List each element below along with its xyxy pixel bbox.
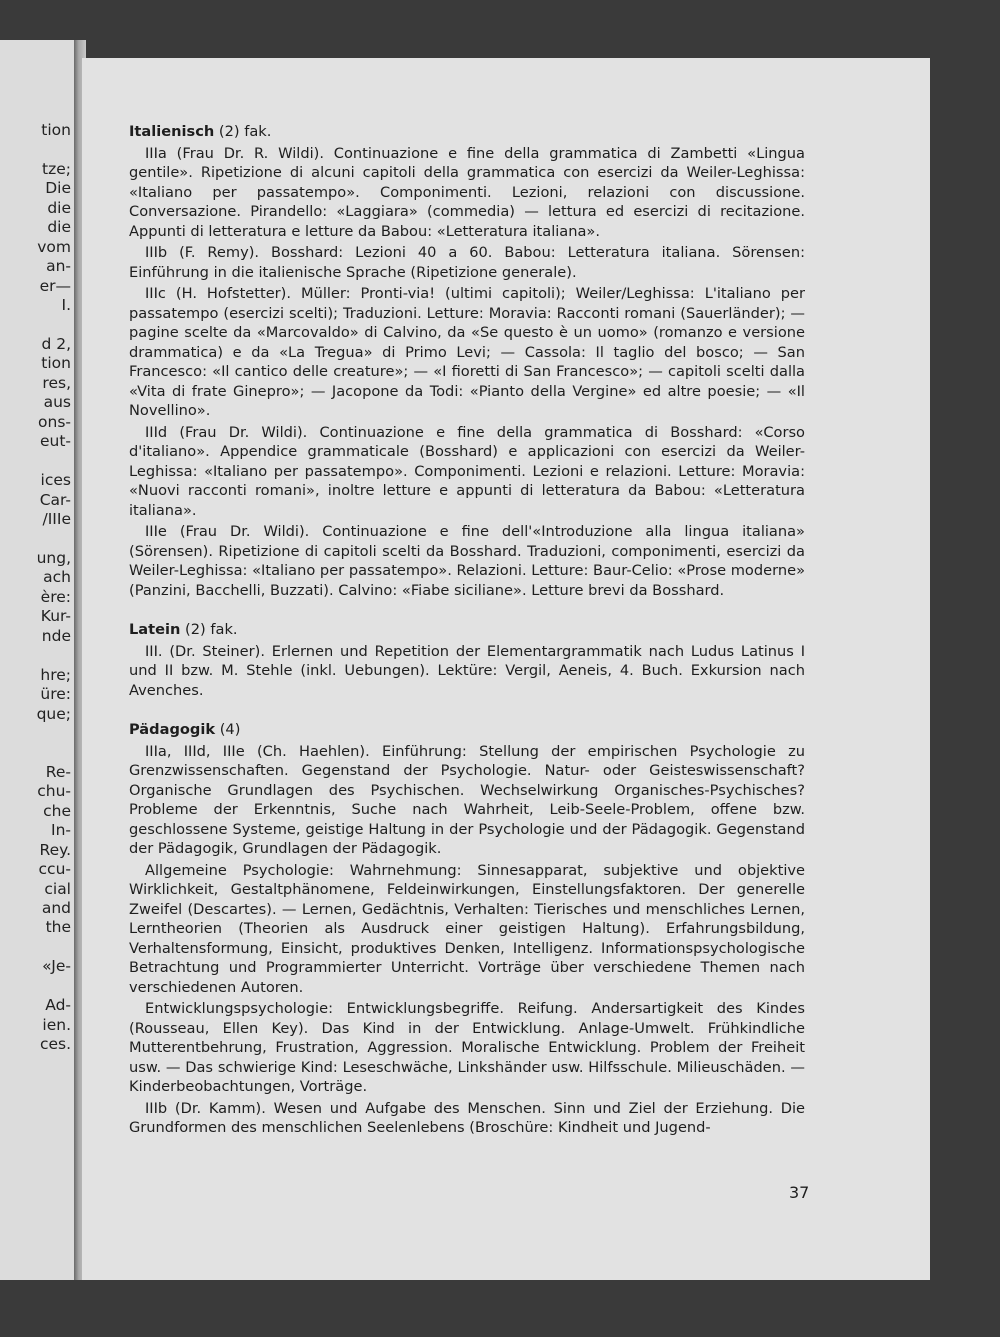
facing-page-text-fragment: d 2, — [41, 334, 71, 353]
facing-page-text-fragment: Re- — [45, 762, 71, 781]
facing-page-text-fragment: que; — [36, 704, 71, 723]
facing-page-text-fragment: Ad- — [45, 996, 71, 1015]
class-description-paragraph: IIIb (F. Remy). Bosshard: Lezioni 40 a 60. Babou: Letteratura italiana. Sörensen: Einführung in die italienische Sprache (Ripetizione generale). — [129, 244, 805, 281]
facing-page-text-fragment: ère: — [40, 587, 71, 606]
facing-page-text-fragment: tion — [41, 354, 71, 373]
facing-page-text-fragment: tze; — [42, 159, 71, 178]
document-page — [82, 58, 930, 1280]
section-hours: (4) — [215, 721, 241, 738]
facing-page-text-fragment: In- — [51, 821, 71, 840]
class-description-paragraph: Entwicklungspsychologie: Entwicklungsbegriffe. Reifung. Andersartigkeit des Kindes (Rousseau, Ellen Key). Das Kind in der Entwicklung. Anlage-Umwelt. Frühkindliche Mutterentbehrung, Frustration, Aggression. Moralische Entwicklung. Problem der Freiheit usw. — Das schwierige Kind: Leseschwäche, Linkshänder usw. Hilfsschule. Milieuschäden. — Kinderbeobachtungen, Vorträge. — [129, 1000, 805, 1095]
facing-page-text-fragment: I. — [61, 296, 71, 315]
facing-page-text-fragment: «Je- — [42, 957, 71, 976]
course-section — [129, 122, 805, 600]
page-content — [129, 122, 805, 1158]
class-description-paragraph: III. (Dr. Steiner). Erlernen und Repetition der Elementargrammatik nach Ludus Latinus I und II bzw. M. Stehle (inkl. Uebungen). Lektüre: Vergil, Aeneis, 4. Buch. Exkursion nach Avenches. — [129, 642, 805, 699]
facing-page-text-fragment: aus — [43, 393, 71, 412]
facing-page-text-fragment: ccu- — [38, 860, 71, 879]
page-number: 37 — [789, 1183, 810, 1202]
facing-page-text-fragment: ices — [40, 471, 71, 490]
facing-page-text-fragment: and — [41, 899, 71, 917]
facing-page-text-fragment: die — [47, 218, 71, 237]
course-section — [129, 720, 805, 1138]
facing-page-text-fragment: /IIIe — [42, 510, 71, 528]
facing-page-text-fragment: Kur- — [40, 607, 71, 626]
facing-page-text-fragment: ach — [43, 568, 71, 587]
section-title: Latein — [129, 621, 181, 638]
facing-page-text-fragment: che — [43, 801, 71, 820]
class-description-paragraph: IIIb (Dr. Kamm). Wesen und Aufgabe des Menschen. Sinn und Ziel der Erziehung. Die Grundformen des menschlichen Seelenlebens (Broschüre: Kindheit und Jugend- — [129, 1099, 805, 1136]
facing-page-text-fragment: ien. — [42, 1015, 71, 1034]
facing-page-text-fragment: vom — [37, 237, 71, 256]
facing-page-text-fragment: Rey. — [39, 840, 71, 859]
class-description-paragraph: Allgemeine Psychologie: Wahrnehmung: Sinnesapparat, subjektive und objektive Wirklichkeit, Gestaltphänomene, Feldeinwirkungen, Einstellungsfaktoren. Der generelle Zweifel (Descartes). — Lernen, Gedächtnis, Verhalten: Tierisches und menschliches Lernen, Lerntheorien (Theorien als Ausdruck einer geistigen Haltung). Erfahrungsbildung, Verhaltensformung, Einsicht, produktives Denken, Intelligenz. Informationspsychologische Betrachtung und Programmierter Unterricht. Vorträge über verschiedene Themen nach verschiedenen Autoren. — [129, 861, 805, 996]
facing-page-text-fragment: res, — [42, 373, 71, 392]
section-title: Italienisch — [129, 123, 215, 140]
facing-page-text-fragment: ung, — [36, 548, 71, 567]
section-hours: (2) fak. — [214, 123, 272, 140]
facing-page-text-fragment: er— — [39, 276, 71, 295]
facing-page-text-fragment: nde — [41, 626, 71, 645]
facing-page-text-fragment: hre; — [40, 665, 71, 684]
facing-page-text-fragment: chu- — [37, 782, 71, 801]
facing-page-text-fragment: eut- — [39, 432, 71, 451]
section-heading — [129, 620, 805, 640]
class-description-paragraph: IIIe (Frau Dr. Wildi). Continuazione e fine dell'«Introduzione alla lingua italiana» (Sörensen). Ripetizione di capitoli scelti da Bosshard. Traduzioni, componimenti, esercizi da Weiler-Leghissa: «Italiano per passatempo». Relazioni. Letture: Baur-Celio: «Prose moderne» (Panzini, Bacchelli, Buzzati). Calvino: «Fiabe siciliane». Letture brevi da Bosshard. — [129, 523, 805, 599]
course-section — [129, 620, 805, 700]
facing-page-text-fragment: an- — [46, 257, 71, 276]
class-description-paragraph: IIId (Frau Dr. Wildi). Continuazione e fine della grammatica di Bosshard: «Corso d'italiano». Appendice grammaticale (Bosshard) e applicazioni con esercizi da Weiler-Leghissa: «Italiano per passatempo». Componimenti. Lezioni e relazioni. Letture: Moravia: «Nuovi racconti romani», inoltre letture e appunti di letteratura da Babou: «Letteratura italiana». — [129, 423, 805, 519]
section-heading — [129, 122, 805, 142]
facing-page-text-fragment: the — [45, 918, 71, 937]
facing-page-text-fragment: Die — [45, 179, 71, 198]
section-hours: (2) fak. — [180, 621, 238, 638]
facing-page-edge — [0, 40, 74, 1280]
facing-page-text-fragment: cial — [44, 879, 71, 898]
facing-page-text-fragment: ons- — [38, 412, 71, 431]
facing-page-text-fragment: die — [47, 198, 71, 217]
class-description-paragraph: IIIa (Frau Dr. R. Wildi). Continuazione e fine della grammatica di Zambetti «Lingua gentile». Ripetizione di alcuni capitoli della grammatica con esercizi da Weiler-Leghissa: «Italiano per passatempo». Componimenti. Lezioni, relazioni con discussione. Conversazione. Pirandello: «Laggiara» (commedia) — lettura ed esercizi di recitazione. Appunti di letteratura e letture da Babou: «Letteratura italiana». — [129, 144, 805, 240]
section-title: Pädagogik — [129, 721, 216, 738]
section-heading — [129, 720, 805, 740]
facing-page-text-fragment: Car- — [39, 490, 71, 509]
class-description-paragraph: IIIa, IIId, IIIe (Ch. Haehlen). Einführung: Stellung der empirischen Psychologie zu Grenzwissenschaften. Gegenstand der Psychologie. Natur- oder Geisteswissenschaft? Organische Grundlagen des Psychischen. Wechselwirkung Organisches-Psychisches? Probleme der Erkenntnis, Suche nach Wahrheit, Leib-Seele-Problem, offene bzw. geschlossene Systeme, geistige Haltung in der Psychologie und der Pädagogik. Gegenstand der Pädagogik, Grundlagen der Pädagogik. — [129, 742, 805, 857]
facing-page-text-fragment: tion — [41, 121, 71, 139]
facing-page-text-fragment: ces. — [39, 1035, 71, 1054]
class-description-paragraph: IIIc (H. Hofstetter). Müller: Pronti-via! (ultimi capitoli); Weiler/Leghissa: L'italiano per passatempo (esercizi scelti); Traduzioni. Letture: Moravia: Racconti romani (Sauerländer); — pagine scelte da «Marcovaldo» di Calvino, da «Se questo è un uomo» (romanzo e versione drammatica) e da «La Tregua» di Primo Levi; — Cassola: Il taglio del bosco; — San Francesco: «Il cantico delle creature»; — «I fioretti di San Francesco»; — capitoli scelti dalla «Vita di frate Ginepro»; — Jacopone da Todi: «Pianto della Vergine» ed altre poesie; — «Il Novellino». — [129, 285, 805, 419]
facing-page-text-fragment: üre: — [40, 685, 71, 704]
